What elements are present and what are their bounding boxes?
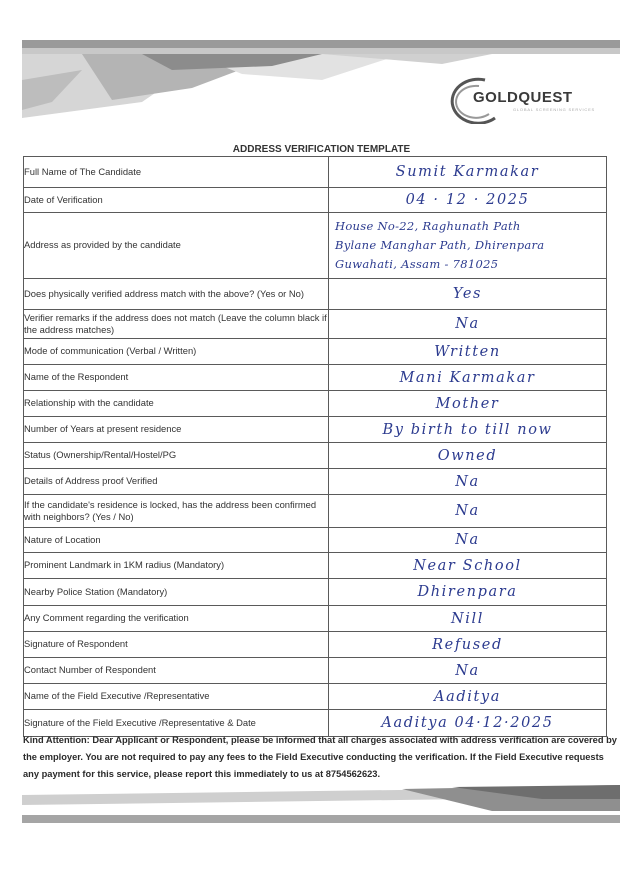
field-value: Na — [329, 310, 607, 339]
table-row — [24, 391, 607, 417]
address-line: Bylane Manghar Path, Dhirenpara — [335, 238, 545, 252]
field-value: Dhirenpara — [329, 579, 607, 606]
field-label: Signature of the Field Executive /Representative & Date — [24, 710, 329, 737]
table-row — [24, 684, 607, 710]
table-row — [24, 310, 607, 339]
field-value: Mani Karmakar — [329, 365, 607, 391]
field-value: 04 · 12 · 2025 — [329, 188, 607, 213]
field-label: Relationship with the candidate — [24, 391, 329, 417]
field-label: Status (Ownership/Rental/Hostel/PG — [24, 443, 329, 469]
field-label: Prominent Landmark in 1KM radius (Mandatory) — [24, 553, 329, 579]
field-value: Aaditya — [329, 684, 607, 710]
table-row — [24, 658, 607, 684]
address-line: Guwahati, Assam - 781025 — [335, 257, 499, 271]
field-label: Full Name of The Candidate — [24, 157, 329, 188]
field-label: Nature of Location — [24, 528, 329, 553]
table-row — [24, 579, 607, 606]
table-row — [24, 188, 607, 213]
table-row — [24, 632, 607, 658]
field-value: Written — [329, 339, 607, 365]
field-label: Mode of communication (Verbal / Written) — [24, 339, 329, 365]
address-value — [329, 213, 607, 279]
table-row — [24, 213, 607, 279]
field-label: Address as provided by the candidate — [24, 213, 329, 279]
field-label: Date of Verification — [24, 188, 329, 213]
field-label: Contact Number of Respondent — [24, 658, 329, 684]
logo-wordmark: GOLDQUEST — [473, 89, 573, 106]
field-label: Nearby Police Station (Mandatory) — [24, 579, 329, 606]
field-value: Sumit Karmakar — [329, 157, 607, 188]
field-value: Na — [329, 528, 607, 553]
table-row — [24, 528, 607, 553]
logo-tagline: GLOBAL SCREENING SERVICES — [513, 107, 596, 112]
table-row — [24, 469, 607, 495]
field-value: By birth to till now — [329, 417, 607, 443]
field-value: Yes — [329, 279, 607, 310]
page-title: ADDRESS VERIFICATION TEMPLATE — [232, 144, 411, 155]
field-label: Does physically verified address match with the above? (Yes or No) — [24, 279, 329, 310]
bottom-banner — [22, 785, 620, 825]
field-value: Na — [329, 658, 607, 684]
field-label: Name of the Field Executive /Representative — [24, 684, 329, 710]
field-value: Mother — [329, 391, 607, 417]
address-line: House No-22, Raghunath Path — [335, 219, 521, 233]
field-label: Verifier remarks if the address does not match (Leave the column black if the address matches) — [24, 310, 329, 339]
field-label: Signature of Respondent — [24, 632, 329, 658]
table-row — [24, 365, 607, 391]
kind-attention-notice: Kind Attention: Dear Applicant or Respondent, please be informed that all charges associated with address verification are covered by the employer. You are not required to pay any fees to the Field Executive conducting the verification. If the Field Executive requests any payment for this service, please report this immediately to us at 8754562623. — [23, 735, 617, 779]
table-row — [24, 339, 607, 365]
table-row — [24, 495, 607, 528]
field-value: Aaditya 04·12·2025 — [329, 710, 607, 737]
table-row — [24, 417, 607, 443]
field-label: Any Comment regarding the verification — [24, 606, 329, 632]
field-value: Near School — [329, 553, 607, 579]
field-label: Number of Years at present residence — [24, 417, 329, 443]
field-label: If the candidate's residence is locked, has the address been confirmed with neighbors? (Yes / No) — [24, 495, 329, 528]
field-value: Na — [329, 495, 607, 528]
field-value: Nill — [329, 606, 607, 632]
table-row — [24, 443, 607, 469]
field-value: Na — [329, 469, 607, 495]
table-row — [24, 279, 607, 310]
table-row — [24, 157, 607, 188]
field-value: Owned — [329, 443, 607, 469]
field-label: Name of the Respondent — [24, 365, 329, 391]
verification-form-table — [23, 156, 607, 737]
table-row — [24, 606, 607, 632]
field-value: Refused — [329, 632, 607, 658]
field-label: Details of Address proof Verified — [24, 469, 329, 495]
table-row — [24, 553, 607, 579]
